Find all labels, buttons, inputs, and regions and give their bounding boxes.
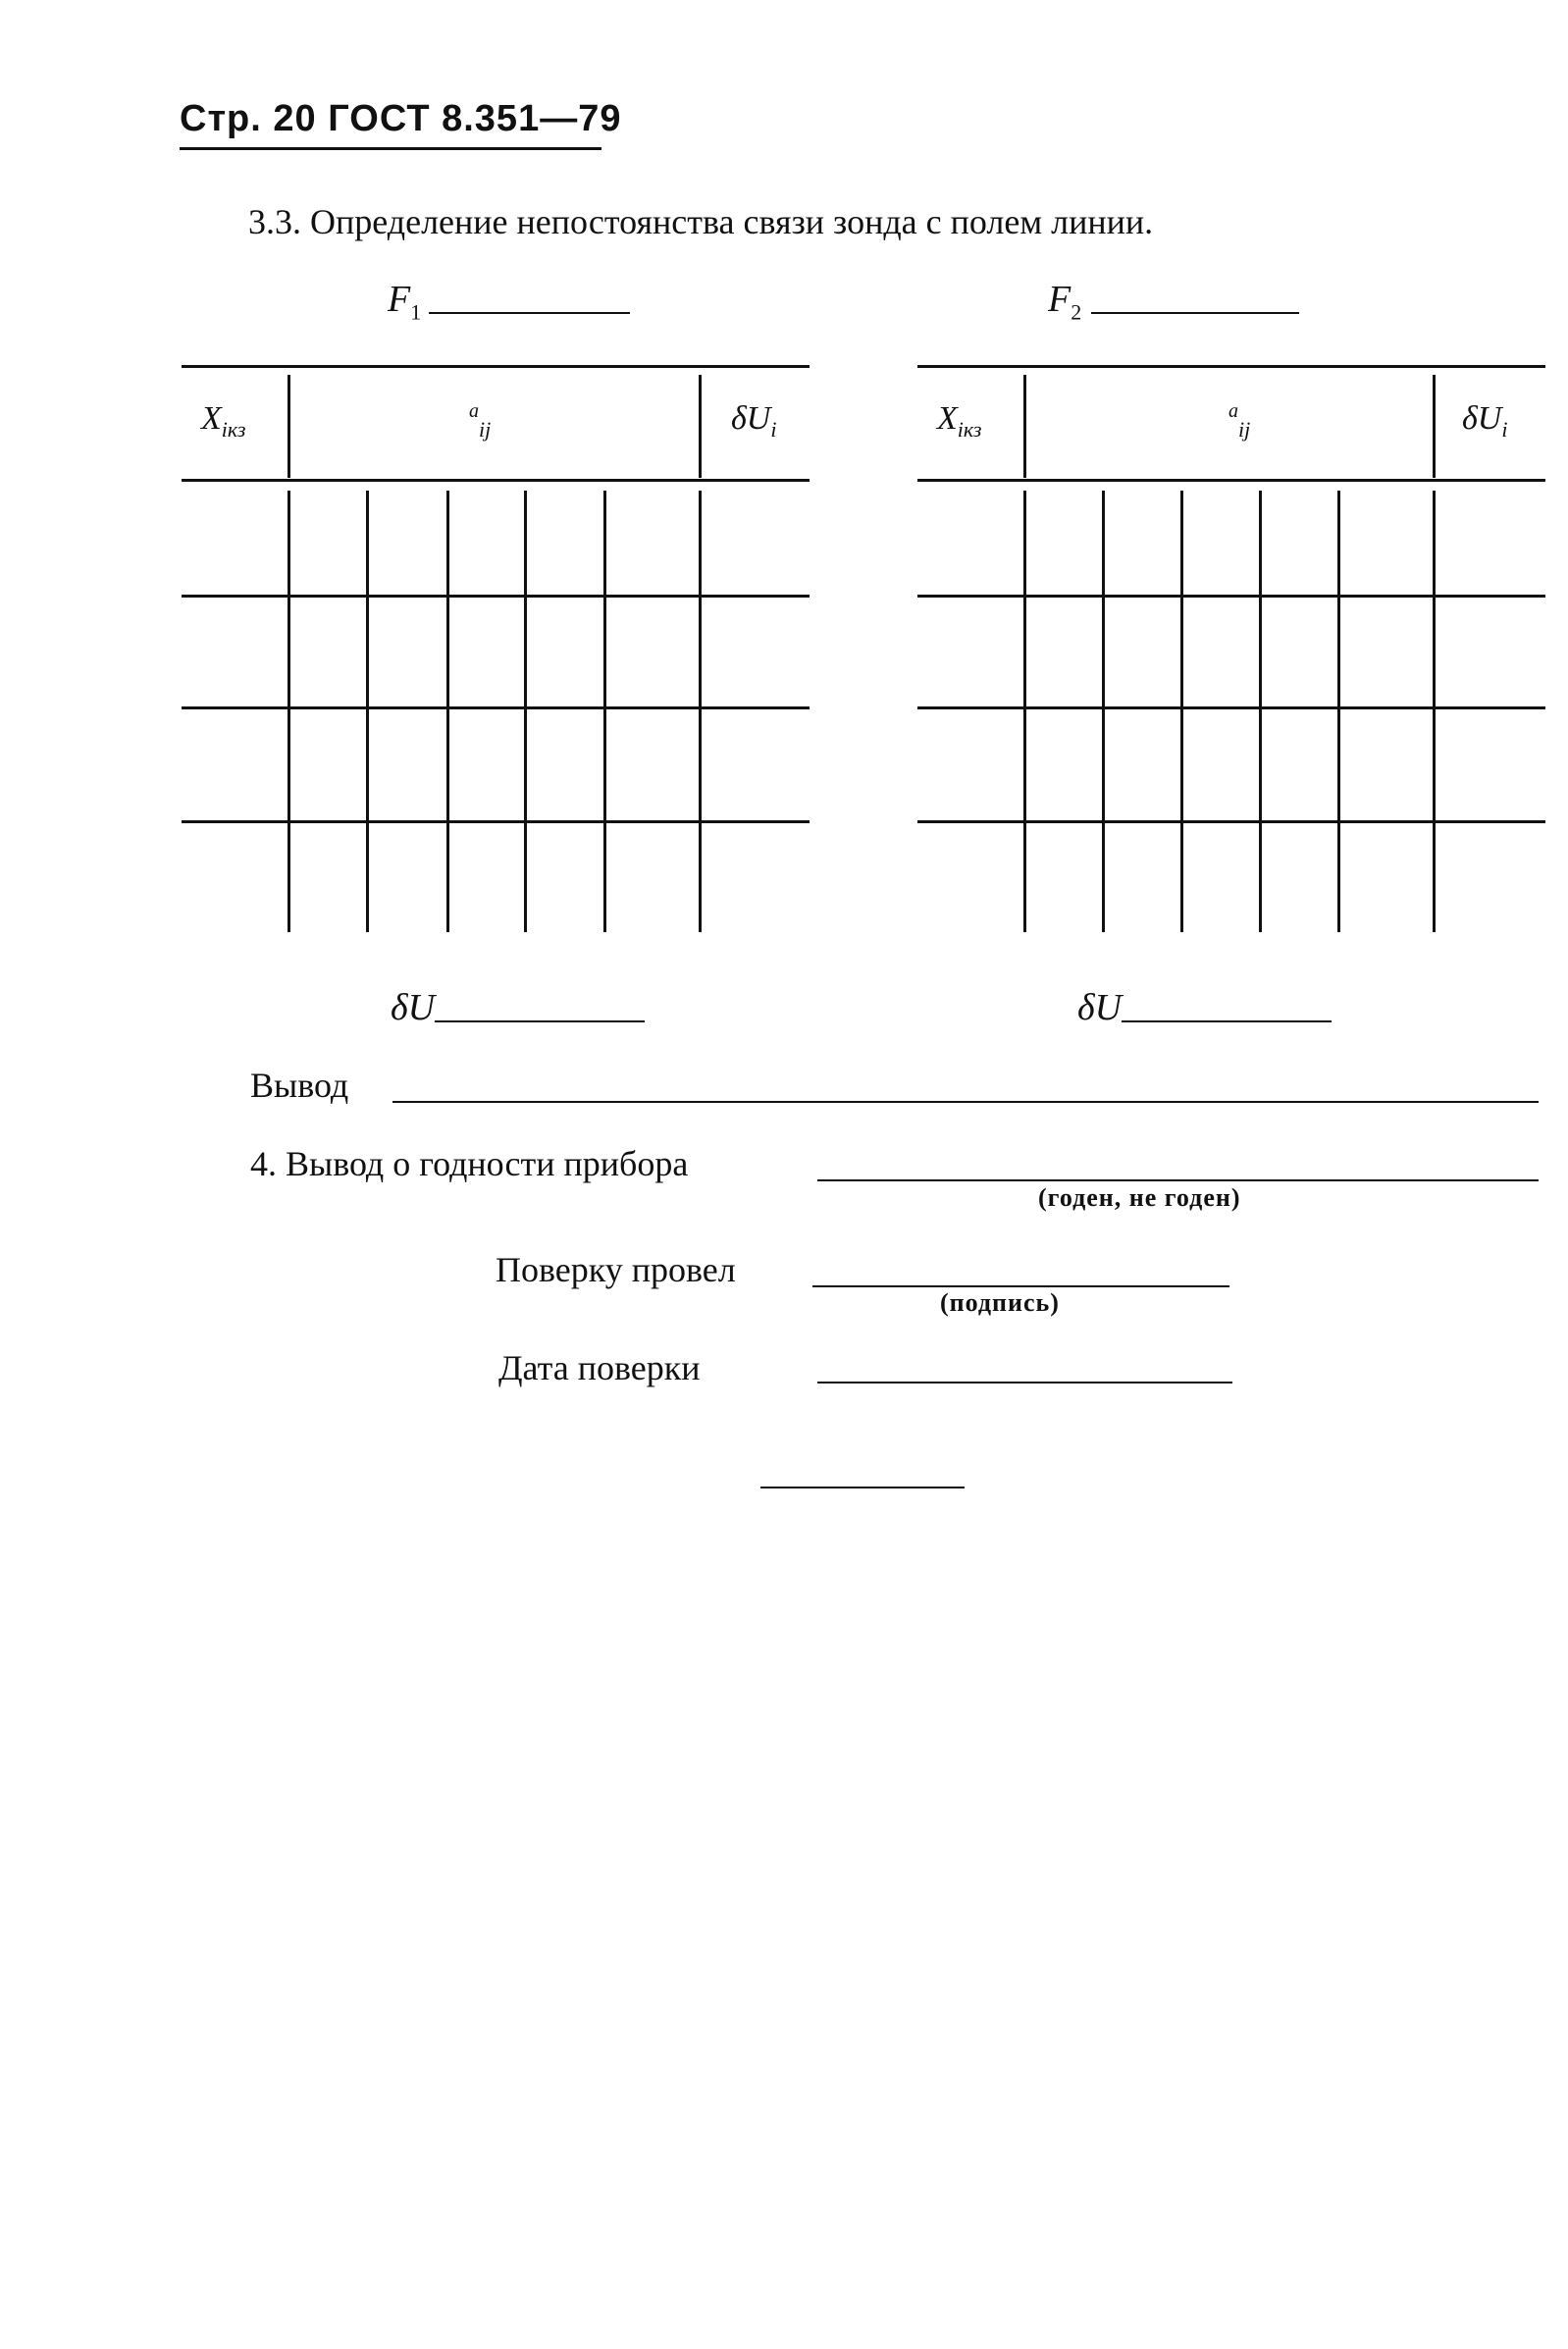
table-left-col-line-4 bbox=[524, 491, 527, 932]
table-left-col-a: $^a_{ij}$ bbox=[469, 400, 492, 443]
table-right-col-line-1 bbox=[1023, 491, 1026, 932]
table-left-col-line-1 bbox=[287, 491, 290, 932]
f1-index: 1 bbox=[410, 299, 422, 325]
table-left-col-line-6 bbox=[699, 491, 702, 932]
section-title: 3.3. Определение непостоянства связи зонда с полем линии. bbox=[248, 202, 1154, 241]
standard-label: ГОСТ bbox=[328, 98, 431, 139]
table-right-row-rule-3 bbox=[917, 820, 1545, 823]
table-right-col-line-3 bbox=[1180, 491, 1183, 932]
page-header bbox=[180, 98, 621, 140]
item4-caption: (годен, не годен) bbox=[1038, 1183, 1241, 1212]
date-label: Дата поверки bbox=[498, 1348, 701, 1387]
table-right-top-rule bbox=[917, 365, 1545, 368]
f1-symbol: F bbox=[388, 279, 411, 320]
f1-fill-line[interactable] bbox=[429, 312, 630, 314]
table-right-col-line-4 bbox=[1259, 491, 1262, 932]
table-right-col-du: $\delta U_i$ bbox=[1462, 400, 1508, 442]
page-label: Стр. bbox=[180, 98, 262, 139]
table-right-header-sep-2 bbox=[1433, 375, 1436, 478]
table-left-row-rule-3 bbox=[182, 820, 810, 823]
table-left-col-line-3 bbox=[446, 491, 449, 932]
conclusion-fill-line[interactable] bbox=[392, 1101, 1539, 1103]
du-left-label: δU bbox=[391, 987, 436, 1028]
page-number: 20 bbox=[273, 98, 317, 139]
table-right-row-rule-1 bbox=[917, 595, 1545, 598]
table-left-row-rule-1 bbox=[182, 595, 810, 598]
end-rule bbox=[760, 1487, 965, 1488]
table-right-col-line-2 bbox=[1102, 491, 1105, 932]
table-left-row-rule-2 bbox=[182, 706, 810, 709]
table-right-row-rule-2 bbox=[917, 706, 1545, 709]
du-right-label: δU bbox=[1077, 987, 1123, 1028]
du-left-fill-line[interactable] bbox=[435, 1020, 645, 1022]
table-left-header-sep-2 bbox=[699, 375, 702, 478]
table-left-top-rule bbox=[182, 365, 810, 368]
table-left-col-line-2 bbox=[366, 491, 369, 932]
date-fill-line[interactable] bbox=[817, 1382, 1232, 1383]
table-right-col-a: $^a_{ij}$ bbox=[1228, 400, 1251, 443]
standard-code: 8.351—79 bbox=[442, 98, 622, 139]
table-left-col-x: $X_{iкз}$ bbox=[201, 400, 246, 442]
verifier-signature-line[interactable] bbox=[812, 1285, 1229, 1287]
table-right-col-x: $X_{iкз}$ bbox=[937, 400, 982, 442]
table-left-header-sep-1 bbox=[287, 375, 290, 478]
f2-fill-line[interactable] bbox=[1091, 312, 1299, 314]
f1-label bbox=[388, 278, 421, 326]
header-rule bbox=[180, 147, 601, 150]
table-right-col-line-5 bbox=[1337, 491, 1340, 932]
table-right-header-rule bbox=[917, 479, 1545, 482]
table-left-col-du: $\delta U_i$ bbox=[731, 400, 777, 442]
verifier-label: Поверку провел bbox=[496, 1250, 736, 1289]
f2-index: 2 bbox=[1071, 299, 1082, 325]
conclusion-label: Вывод bbox=[250, 1066, 349, 1105]
item4-label: 4. Вывод о годности прибора bbox=[250, 1144, 689, 1183]
du-right-fill-line[interactable] bbox=[1122, 1020, 1332, 1022]
verifier-caption: (подпись) bbox=[940, 1288, 1060, 1317]
f2-label bbox=[1048, 278, 1081, 326]
f2-symbol: F bbox=[1048, 279, 1071, 320]
item4-fill-line[interactable] bbox=[817, 1179, 1539, 1181]
table-left-header-rule bbox=[182, 479, 810, 482]
table-left-col-line-5 bbox=[603, 491, 606, 932]
table-right-header-sep-1 bbox=[1023, 375, 1026, 478]
table-right-col-line-6 bbox=[1433, 491, 1436, 932]
